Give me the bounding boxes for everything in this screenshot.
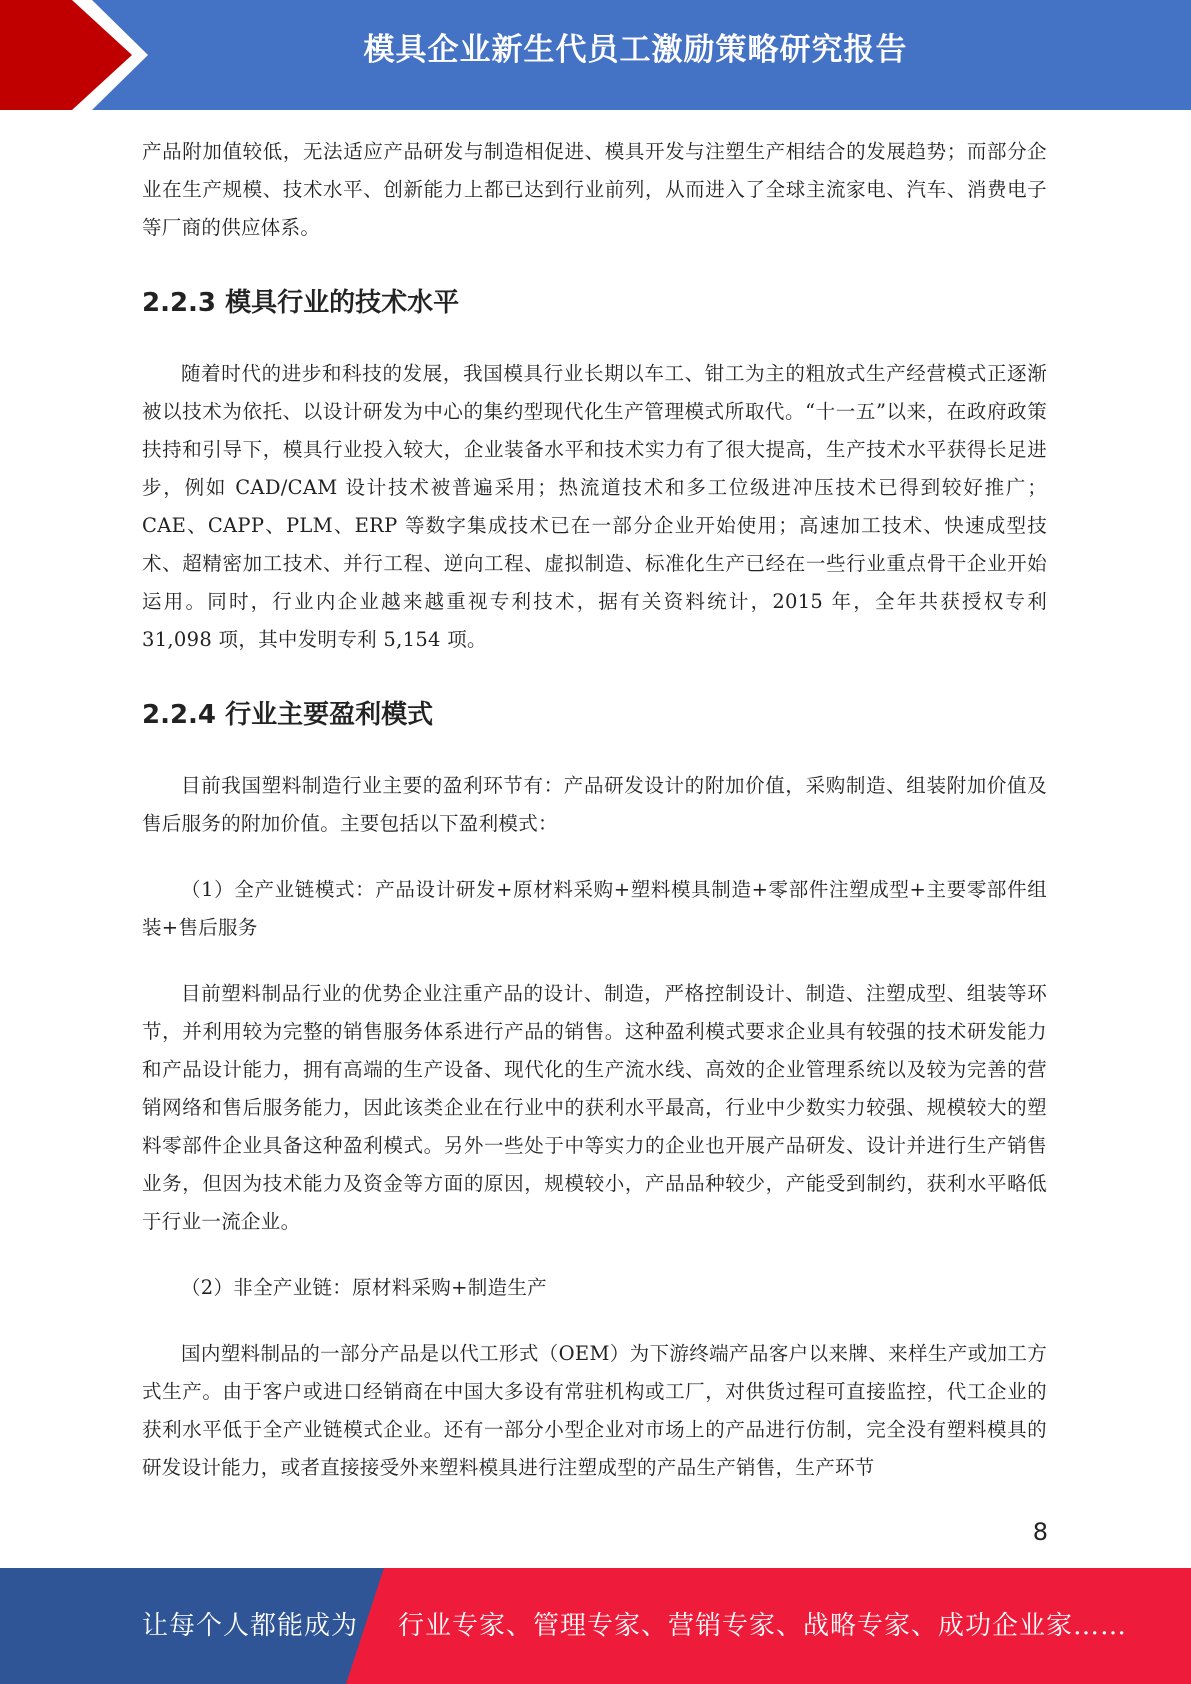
footer-slogan-right: 行业专家、管理专家、营销专家、战略专家、成功企业家…… [398, 1611, 1128, 1641]
mode-1-description: 目前塑料制品行业的优势企业注重产品的设计、制造，严格控制设计、制造、注塑成型、组装等环节，并利用较为完整的销售服务体系进行产品的销售。这种盈利模式要求企业具有较强的技术研发能力和产品设计能力，拥有高端的生产设备、现代化的生产流水线、高效的企业管理系统以及较为完善的营销网络和售后服务能力，因此该类企业在行业中的获利水平最高，行业中少数实力较强、规模较大的塑料零部件企业具备这种盈利模式。另外一些处于中等实力的企业也开展产品研发、设计并进行生产销售业务，但因为技术能力及资金等方面的原因，规模较小，产品品种较少，产能受到制约，获利水平略低于行业一流企业。 [142, 982, 1047, 1233]
section-heading-2-2-3: 2.2.3 模具行业的技术水平 [142, 288, 460, 318]
section-2-2-3-paragraph: 随着时代的进步和科技的发展，我国模具行业长期以车工、钳工为主的粗放式生产经营模式正逐渐被以技术为依托、以设计研发为中心的集约型现代化生产管理模式所取代。“十一五”以来，在政府政策扶持和引导下，模具行业投入较大，企业装备水平和技术实力有了很大提高，生产技术水平获得长足进步，例如 CAD/CAM 设计技术被普遍采用；热流道技术和多工位级进冲压技术已得到较好推广；CAE、CAPP、PLM、ERP 等数字集成技术已在一部分企业开始使用；高速加工技术、快速成型技术、超精密加工技术、并行工程、逆向工程、虚拟制造、标准化生产已经在一些行业重点骨干企业开始运用。同时，行业内企业越来越重视专利技术，据有关资料统计，2015 年，全年共获授权专利 31,098 项，其中发明专利 5,154 项。 [142, 362, 1047, 651]
page-footer [0, 1568, 1191, 1684]
page-number: 8 [1032, 1518, 1048, 1546]
section-2-2-4-paragraph: 目前我国塑料制造行业主要的盈利环节有：产品研发设计的附加价值，采购制造、组装附加价值及售后服务的附加价值。主要包括以下盈利模式： [142, 774, 1047, 835]
intro-paragraph: 产品附加值较低，无法适应产品研发与制造相促进、模具开发与注塑生产相结合的发展趋势；而部分企业在生产规模、技术水平、创新能力上都已达到行业前列，从而进入了全球主流家电、汽车、消费电子等厂商的供应体系。 [142, 140, 1047, 239]
section-heading-2-2-4: 2.2.4 行业主要盈利模式 [142, 700, 434, 730]
report-title: 模具企业新生代员工激励策略研究报告 [363, 32, 908, 68]
page-header [0, 0, 1191, 110]
mode-2-heading: （2）非全产业链：原材料采购+制造生产 [181, 1276, 547, 1299]
footer-slogan-left: 让每个人都能成为 [142, 1611, 359, 1641]
document-body [142, 133, 1047, 1487]
mode-2-description: 国内塑料制品的一部分产品是以代工形式（OEM）为下游终端产品客户以来牌、来样生产或加工方式生产。由于客户或进口经销商在中国大多设有常驻机构或工厂，对供货过程可直接监控，代工企业的获利水平低于全产业链模式企业。还有一部分小型企业对市场上的产品进行仿制，完全没有塑料模具的研发设计能力，或者直接接受外来塑料模具进行注塑成型的产品生产销售，生产环节 [142, 1342, 1047, 1479]
mode-1-heading: （1）全产业链模式：产品设计研发+原材料采购+塑料模具制造+零部件注塑成型+主要零部件组装+售后服务 [142, 878, 1047, 939]
